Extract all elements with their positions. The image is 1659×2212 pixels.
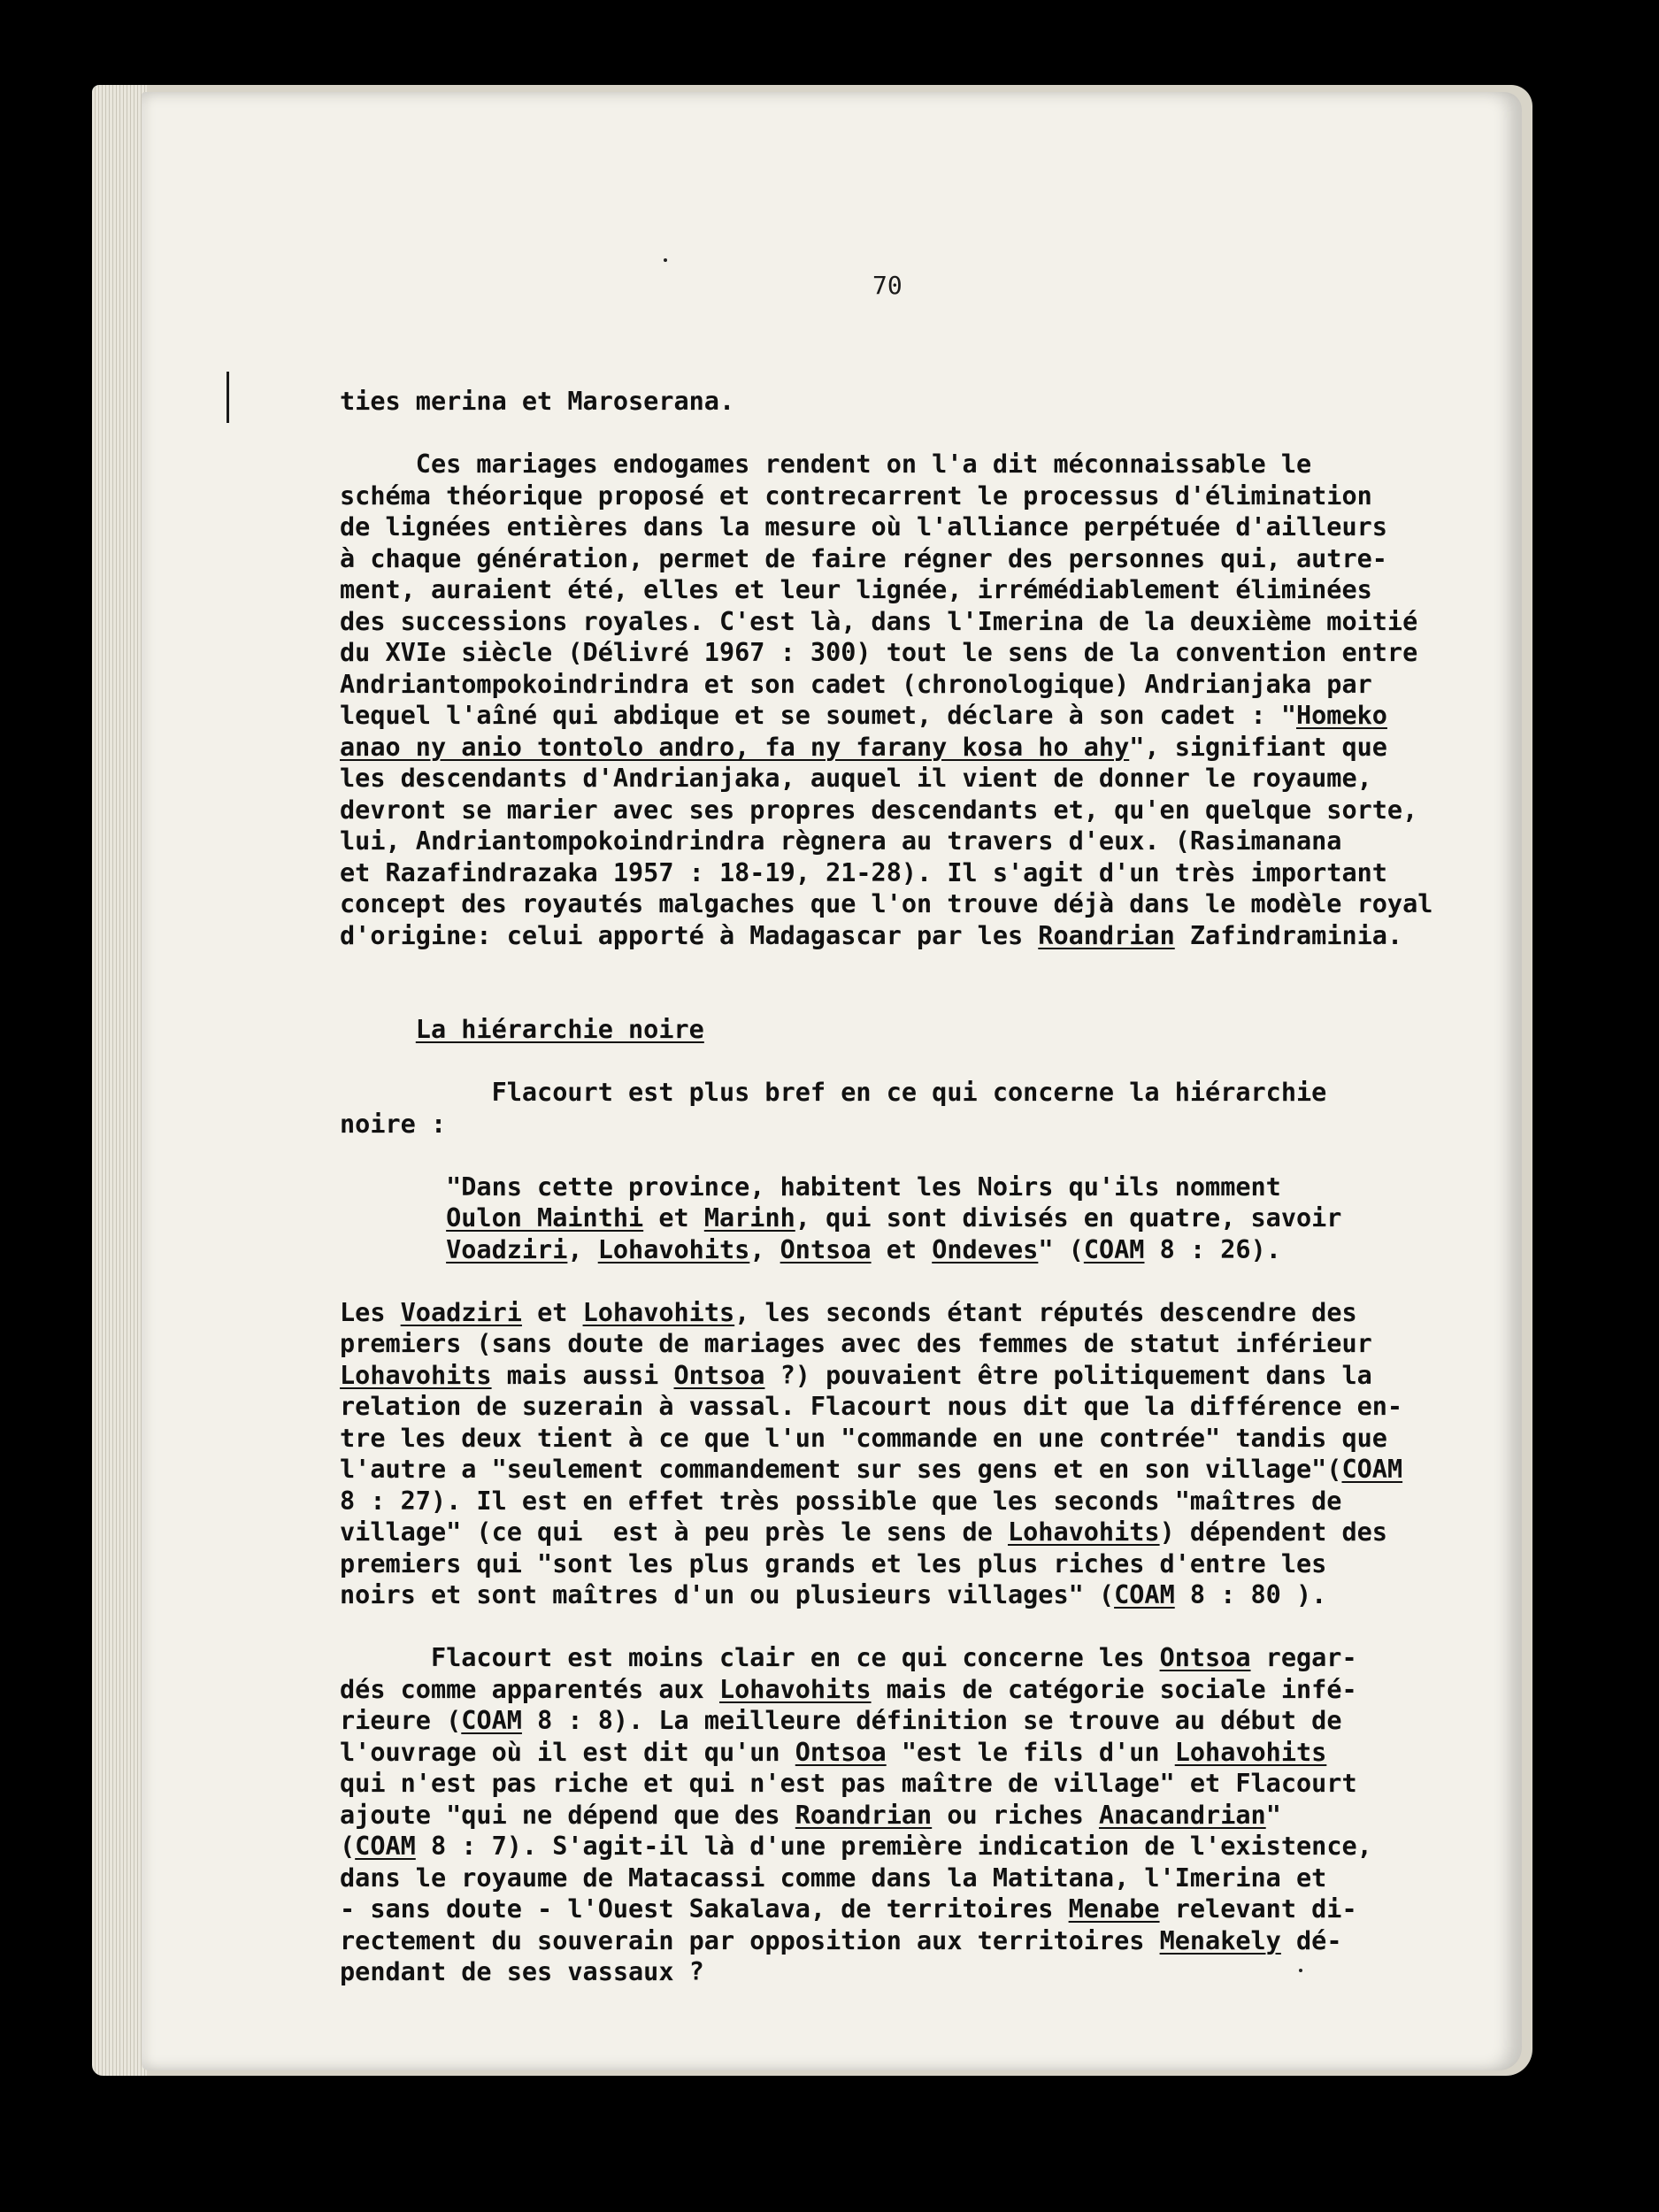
text-line — [340, 1109, 1490, 1141]
text-line — [340, 1391, 1490, 1423]
underlined-term: Lohavohits — [1007, 1517, 1160, 1547]
text-line — [340, 1328, 1490, 1360]
paragraph-continuation — [340, 386, 1490, 418]
text-run: 8 : 8). La meilleure définition se trouve au début de — [521, 1706, 1342, 1735]
underlined-term: Lohavohits — [597, 1234, 750, 1264]
underlined-term: Ontsoa — [673, 1360, 765, 1390]
text-line — [340, 1202, 1490, 1234]
text-line — [340, 1925, 1490, 1957]
text-line — [340, 1579, 1490, 1611]
text-run: noire : — [340, 1109, 447, 1139]
text-line — [340, 732, 1490, 764]
block-quote — [340, 1171, 1490, 1266]
text-run: 8 : 7). S'agit-il là d'une première indication de l'existence, — [415, 1832, 1372, 1861]
underlined-term: Lohavohits — [582, 1297, 735, 1327]
underlined-term: Ontsoa — [1159, 1643, 1251, 1672]
underlined-term: Lohavohits — [340, 1360, 492, 1390]
text-line — [340, 606, 1490, 638]
text-run: à chaque génération, permet de faire régner des personnes qui, autre- — [340, 543, 1387, 573]
text-run: ou riches — [932, 1800, 1099, 1830]
text-run: Flacourt est moins clair en ce qui concerne les — [340, 1643, 1160, 1672]
text-line — [340, 700, 1490, 732]
text-run: d'origine: celui apporté à Madagascar par les — [340, 920, 1039, 950]
text-line — [340, 1171, 1490, 1203]
text-line — [340, 1517, 1490, 1548]
text-line — [340, 1674, 1490, 1706]
text-line — [340, 1642, 1490, 1674]
text-line — [340, 1800, 1490, 1832]
text-run: et Razafindrazaka 1957 : 18-19, 21-28). Il s'agit d'un très important — [340, 857, 1387, 887]
text-line — [340, 1423, 1490, 1455]
text-line — [340, 386, 1490, 418]
text-run: 8 : 27). Il est en effet très possible que les seconds "maîtres de — [340, 1486, 1342, 1516]
text-run: dés comme apparentés aux — [340, 1674, 719, 1704]
text-run — [340, 1015, 416, 1044]
text-run: ?) pouvaient être politiquement dans la — [764, 1360, 1372, 1390]
text-line — [340, 637, 1490, 669]
text-run: " ( — [1038, 1234, 1084, 1264]
text-line — [340, 574, 1490, 606]
text-run: dé- — [1280, 1925, 1342, 1955]
text-run: relation de suzerain à vassal. Flacourt nous dit que la différence en- — [340, 1392, 1403, 1421]
text-run — [340, 1203, 446, 1233]
text-line — [340, 1548, 1490, 1580]
underlined-term: COAM — [355, 1832, 416, 1861]
page-edges — [92, 85, 147, 2076]
text-line — [340, 449, 1490, 480]
underlined-term: Anacandrian — [1098, 1800, 1266, 1830]
text-run: concept des royautés malgaches que l'on trouve déjà dans le modèle royal — [340, 889, 1433, 918]
underlined-term: Roandrian — [795, 1800, 933, 1830]
text-line — [340, 669, 1490, 701]
text-run: "Dans cette province, habitent les Noirs qu'ils nomment — [340, 1171, 1281, 1202]
text-line — [340, 763, 1490, 795]
underlined-term: COAM — [461, 1706, 522, 1735]
body-text — [340, 386, 1490, 1988]
text-line — [340, 888, 1490, 920]
text-run: - sans doute - l'Ouest Sakalava, de territoires — [340, 1894, 1069, 1924]
underlined-term: Roandrian — [1038, 920, 1175, 950]
text-run: et — [521, 1297, 583, 1327]
text-line — [340, 1454, 1490, 1486]
underlined-term: Menabe — [1068, 1894, 1160, 1924]
text-run: Les — [340, 1297, 401, 1327]
text-run: " — [1265, 1800, 1281, 1830]
underlined-term: Oulon Mainthi — [446, 1203, 644, 1233]
text-run: relevant di- — [1159, 1894, 1357, 1924]
underlined-term: COAM — [1341, 1455, 1403, 1484]
text-run: mais de catégorie sociale infé- — [871, 1674, 1357, 1704]
text-run: Ces mariages endogames rendent on l'a dit méconnaissable le — [340, 449, 1312, 479]
text-run: lequel l'aîné qui abdique et se soumet, déclare à son cadet : " — [340, 701, 1296, 730]
text-run: qui n'est pas riche et qui n'est pas maître de village" et Flacourt — [340, 1769, 1357, 1798]
text-run: des successions royales. C'est là, dans l'Imerina de la deuxième moitié — [340, 606, 1418, 636]
text-run: Zafindraminia. — [1174, 920, 1403, 950]
text-line — [340, 1486, 1490, 1517]
paragraph-voadziri — [340, 1297, 1490, 1611]
text-run: , les seconds étant réputés descendre des — [734, 1297, 1357, 1327]
underlined-term: Menakely — [1159, 1925, 1281, 1955]
text-run: Andriantompokoindrindra et son cadet (chronologique) Andrianjaka par — [340, 669, 1372, 699]
text-line — [340, 1737, 1490, 1769]
text-run: du XVIe siècle (Délivré 1967 : 300) tout le sens de la convention entre — [340, 638, 1418, 667]
underlined-term: Ontsoa — [795, 1737, 887, 1767]
text-line — [340, 1956, 1490, 1988]
text-line — [340, 1234, 1490, 1266]
text-line — [340, 480, 1490, 512]
text-run: les descendants d'Andrianjaka, auquel il vient de donner le royaume, — [340, 764, 1372, 793]
text-line — [340, 1360, 1490, 1392]
underlined-term: Marinh — [703, 1203, 795, 1233]
text-run: l'ouvrage où il est dit qu'un — [340, 1737, 795, 1767]
margin-mark — [227, 372, 229, 423]
text-run: mais aussi — [491, 1360, 674, 1390]
underlined-term: La hiérarchie noire — [415, 1015, 704, 1044]
text-line — [340, 1831, 1490, 1863]
text-run: l'autre a "seulement commandement sur ses gens et en son village"( — [340, 1455, 1342, 1484]
text-run: regar- — [1250, 1643, 1357, 1672]
text-line — [340, 1077, 1490, 1109]
text-run: pendant de ses vassaux ? — [340, 1957, 704, 1986]
text-run: noirs et sont maîtres d'un ou plusieurs villages" ( — [340, 1580, 1115, 1609]
text-run: ment, auraient été, elles et leur lignée, irrémédiablement éliminées — [340, 575, 1372, 604]
text-run: de lignées entières dans la mesure où l'alliance perpétuée d'ailleurs — [340, 512, 1387, 541]
page-number: 70 — [872, 271, 902, 300]
underlined-term: Ondeves — [932, 1234, 1039, 1264]
text-run: ) dépendent des — [1159, 1517, 1387, 1547]
text-line — [340, 1297, 1490, 1329]
text-line — [340, 511, 1490, 543]
text-run: premiers (sans doute de mariages avec des femmes de statut inférieur — [340, 1329, 1372, 1358]
text-line — [340, 1768, 1490, 1800]
text-run: Flacourt est plus bref en ce qui concerne la hiérarchie — [340, 1078, 1327, 1107]
text-run: lui, Andriantompokoindrindra règnera au travers d'eux. (Rasimanana — [340, 826, 1342, 856]
text-run: 8 : 80 ). — [1174, 1580, 1327, 1609]
text-run: et — [871, 1234, 933, 1264]
text-run: , — [749, 1234, 780, 1264]
paragraph-ontsoa — [340, 1642, 1490, 1988]
text-run: rectement du souverain par opposition aux territoires — [340, 1925, 1160, 1955]
underlined-term: COAM — [1083, 1234, 1145, 1264]
text-line — [340, 826, 1490, 857]
text-run: village" (ce qui est à peu près le sens de — [340, 1517, 1008, 1547]
underlined-term: Lohavohits — [718, 1674, 872, 1704]
text-line — [340, 1893, 1490, 1925]
text-line — [340, 543, 1490, 575]
underlined-term: Lohavohits — [1174, 1737, 1327, 1767]
underlined-term: Voadziri — [446, 1234, 568, 1264]
text-run: dans le royaume de Matacassi comme dans la Matitana, l'Imerina et — [340, 1863, 1327, 1893]
text-run: 8 : 26). — [1144, 1234, 1281, 1264]
text-line — [340, 857, 1490, 889]
text-run: ( — [340, 1832, 356, 1861]
underlined-term: anao ny anio tontolo andro, fa ny farany kosa ho ahy — [340, 732, 1130, 762]
text-run: devront se marier avec ses propres descendants et, qu'en quelque sorte, — [340, 795, 1418, 825]
text-line — [340, 1014, 1490, 1046]
ink-speck — [664, 258, 667, 262]
underlined-term: Ontsoa — [780, 1234, 872, 1264]
text-run: , — [567, 1234, 598, 1264]
text-run: tre les deux tient à ce que l'un "commande en une contrée" tandis que — [340, 1423, 1387, 1453]
text-run: et — [643, 1203, 704, 1233]
text-run: ties merina et Maroserana. — [340, 387, 735, 416]
underlined-term: Voadziri — [400, 1297, 522, 1327]
paragraph-endogamy — [340, 449, 1490, 951]
text-run: ajoute "qui ne dépend que des — [340, 1800, 795, 1830]
text-line — [340, 1705, 1490, 1737]
section-heading — [340, 1014, 1490, 1046]
text-run: schéma théorique proposé et contrecarrent le processus d'élimination — [340, 480, 1372, 511]
text-line — [340, 920, 1490, 952]
text-run: ", signifiant que — [1129, 732, 1387, 762]
underlined-term: Homeko — [1295, 701, 1387, 730]
text-line — [340, 1863, 1490, 1894]
text-run: premiers qui "sont les plus grands et les plus riches d'entre les — [340, 1548, 1327, 1578]
text-run: , qui sont divisés en quatre, savoir — [795, 1203, 1342, 1233]
paragraph-flacourt-intro — [340, 1077, 1490, 1140]
text-run: rieure ( — [340, 1706, 462, 1735]
text-run — [340, 1235, 446, 1264]
underlined-term: COAM — [1114, 1580, 1175, 1609]
text-line — [340, 795, 1490, 826]
text-run: "est le fils d'un — [886, 1737, 1175, 1767]
